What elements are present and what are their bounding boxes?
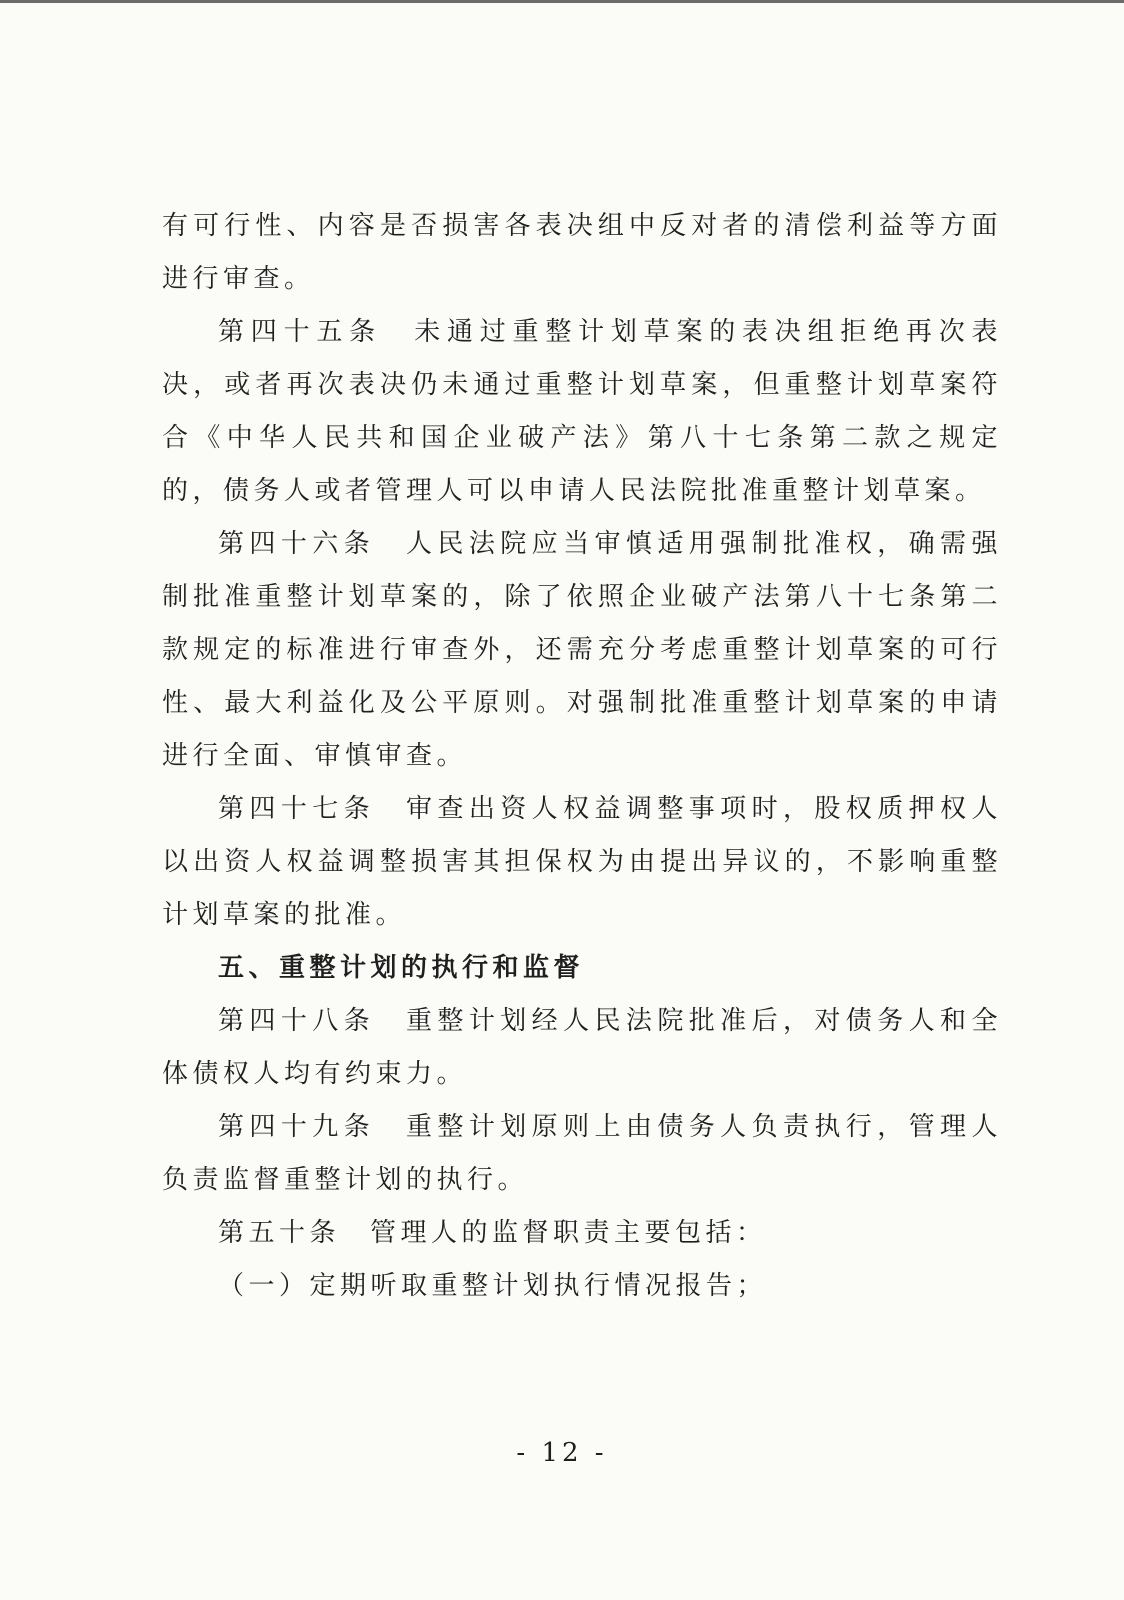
article-text: 人民法院应当审慎适用强制批准权，确需强制批准重整计划草案的，除了依照企业破产法第八十七条第二款规定的标准进行审查外，还需充分考虑重整计划草案的可行性、最大利益化及公平原则。对强制批准重整计划草案的申请进行全面、审慎审查。 (162, 529, 1002, 771)
page-number: - 12 - (516, 1438, 608, 1468)
body-text (162, 200, 1002, 1313)
paragraph-text: 有可行性、内容是否损害各表决组中反对者的清偿利益等方面进行审查。 (162, 211, 1002, 294)
article-text: 未通过重整计划草案的表决组拒绝再次表决，或者再次表决仍未通过重整计划草案，但重整计划草案符合《中华人民共和国企业破产法》第八十七条第二款之规定的，债务人或者管理人可以申请人民法院批准重整计划草案。 (162, 317, 1002, 506)
article-number: 第五十条 (218, 1218, 341, 1248)
article-45 (162, 306, 1002, 518)
article-text: 重整计划经人民法院批准后，对债务人和全体债权人均有约束力。 (162, 1006, 1002, 1089)
article-47 (162, 783, 1002, 942)
article-text: 审查出资人权益调整事项时，股权质押权人以出资人权益调整损害其担保权为由提出异议的，不影响重整计划草案的批准。 (162, 794, 1002, 930)
article-number: 第四十九条 (218, 1112, 376, 1142)
article-number: 第四十六条 (218, 529, 376, 559)
paragraph-continuation (162, 200, 1002, 306)
article-49 (162, 1101, 1002, 1207)
article-46 (162, 518, 1002, 783)
article-number: 第四十五条 (218, 317, 382, 347)
article-text: 管理人的监督职责主要包括： (370, 1218, 767, 1248)
section-heading: 五、重整计划的执行和监督 (218, 953, 585, 983)
article-text: 重整计划原则上由债务人负责执行，管理人负责监督重整计划的执行。 (162, 1112, 1002, 1195)
list-item-text: （一）定期听取重整计划执行情况报告； (218, 1271, 768, 1301)
scan-edge-line (0, 0, 1124, 3)
article-number: 第四十七条 (218, 794, 376, 824)
list-item-1 (162, 1260, 1002, 1313)
article-48 (162, 995, 1002, 1101)
article-number: 第四十八条 (218, 1006, 376, 1036)
article-50 (162, 1207, 1002, 1260)
